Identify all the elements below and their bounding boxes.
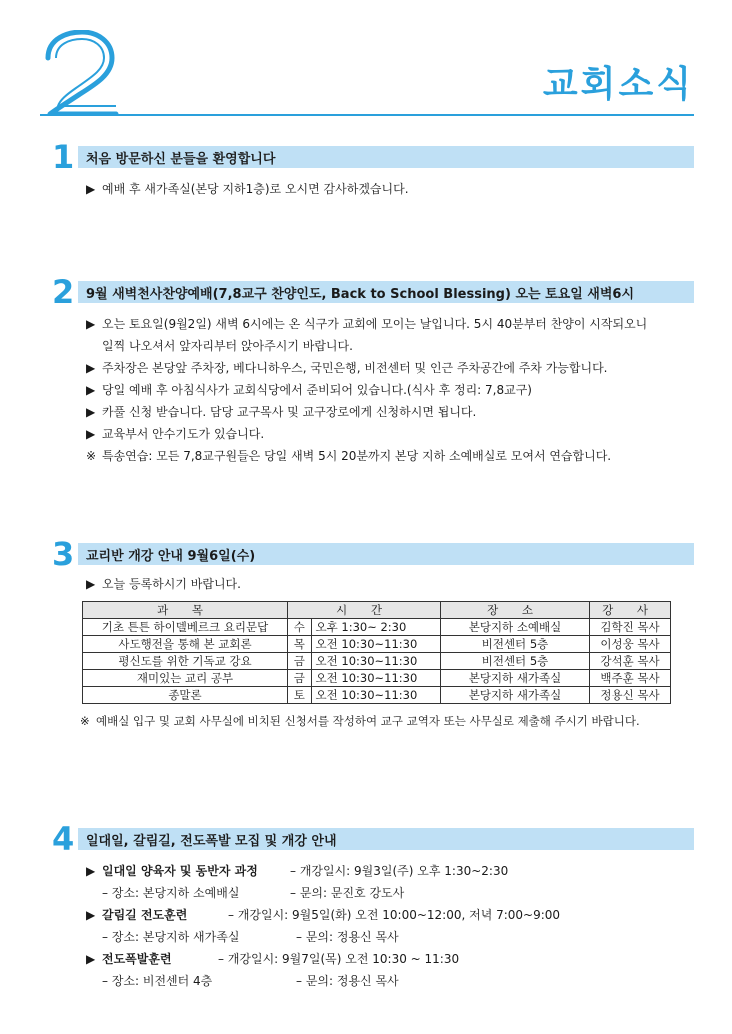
cell-day: 수 xyxy=(288,619,312,636)
section-title: 처음 방문하신 분들을 환영합니다 xyxy=(86,152,276,167)
list-item: ▶ 당일 예배 후 아침식사가 교회식당에서 준비되어 있습니다.(식사 후 정리: 7,8교구) xyxy=(52,379,694,401)
course-table xyxy=(82,601,671,704)
triangle-bullet-icon: ▶ xyxy=(86,908,96,922)
note-item: ※ 특송연습: 모든 7,8교구원들은 당일 새벽 5시 20분까지 본당 지하 소예배실로 모여서 연습합니다. xyxy=(52,445,694,467)
triangle-bullet-icon: ▶ xyxy=(86,864,96,878)
table-row xyxy=(83,670,671,687)
section-title: 9월 새벽천사찬양예배(7,8교구 찬양인도, Back to School Blessing) 오는 토요일 새벽6시 xyxy=(86,287,635,302)
list-item: ▶ 교육부서 안수기도가 있습니다. xyxy=(52,423,694,445)
column-header-subject: 과 목 xyxy=(83,602,288,619)
page-title: 교회소식 xyxy=(542,64,694,105)
program-detail xyxy=(52,926,694,948)
page-number-2 xyxy=(40,30,120,116)
column-header-place: 장 소 xyxy=(441,602,590,619)
program-item xyxy=(52,860,694,882)
item-list xyxy=(52,573,694,595)
program-contact: – 문의: 정용신 목사 xyxy=(296,930,399,944)
note-item: ※ 예배실 입구 및 교회 사무실에 비치된 신청서를 작성하여 교구 교역자 또는 사무실로 제출해 주시기 바랍니다. xyxy=(52,710,694,732)
triangle-bullet-icon: ▶ xyxy=(86,427,96,441)
table-row xyxy=(83,619,671,636)
program-schedule: – 개강일시: 9월5일(화) 오전 10:00~12:00, 저녁 7:00~9:00 xyxy=(228,908,561,922)
triangle-bullet-icon: ▶ xyxy=(86,361,96,375)
cell-subject: 사도행전을 통해 본 교회론 xyxy=(83,636,288,653)
column-header-time: 시 간 xyxy=(288,602,441,619)
cell-subject: 기초 튼튼 하이델베르크 요리문답 xyxy=(83,619,288,636)
section-3 xyxy=(52,535,694,732)
section-title: 교리반 개강 안내 9월6일(수) xyxy=(86,549,256,564)
list-item: ▶ 오는 토요일(9월2일) 새벽 6시에는 온 식구가 교회에 모이는 날입니다. 5시 40분부터 찬양이 시작되오니 xyxy=(52,313,694,335)
cell-time: 오전 10:30~11:30 xyxy=(311,687,441,704)
cell-place: 비전센터 5층 xyxy=(441,653,590,670)
triangle-bullet-icon: ▶ xyxy=(86,405,96,419)
section-header xyxy=(52,535,694,573)
cell-teacher: 강석훈 목사 xyxy=(590,653,671,670)
cell-subject: 종말론 xyxy=(83,687,288,704)
program-contact: – 문의: 문진호 강도사 xyxy=(290,886,405,900)
cell-day: 토 xyxy=(288,687,312,704)
table-header-row xyxy=(83,602,671,619)
table-row xyxy=(83,687,671,704)
program-item xyxy=(52,948,694,970)
program-place: – 장소: 비전센터 4층 xyxy=(102,974,213,988)
program-contact: – 문의: 정용신 목사 xyxy=(296,974,399,988)
title-rule xyxy=(40,114,694,116)
program-name: 갈림길 전도훈련 xyxy=(102,908,188,922)
cell-subject: 평신도를 위한 기독교 강요 xyxy=(83,653,288,670)
program-place: – 장소: 본당지하 소예배실 xyxy=(102,886,240,900)
program-place: – 장소: 본당지하 새가족실 xyxy=(102,930,240,944)
program-schedule: – 개강일시: 9월3일(주) 오후 1:30~2:30 xyxy=(290,864,509,878)
table-row xyxy=(83,636,671,653)
cell-teacher: 이성웅 목사 xyxy=(590,636,671,653)
cell-time: 오전 10:30~11:30 xyxy=(311,653,441,670)
list-item: ▶ 카풀 신청 받습니다. 담당 교구목사 및 교구장로에게 신청하시면 됩니다. xyxy=(52,401,694,423)
triangle-bullet-icon: ▶ xyxy=(86,952,96,966)
section-2 xyxy=(52,273,694,467)
item-list xyxy=(52,313,694,467)
cell-day: 금 xyxy=(288,653,312,670)
program-name: 일대일 양육자 및 동반자 과정 xyxy=(102,864,258,878)
table-row xyxy=(83,653,671,670)
cell-day: 목 xyxy=(288,636,312,653)
program-detail xyxy=(52,970,694,992)
triangle-bullet-icon: ▶ xyxy=(86,577,96,591)
program-list xyxy=(52,860,694,992)
section-header xyxy=(52,820,694,858)
program-item xyxy=(52,904,694,926)
program-schedule: – 개강일시: 9월7일(목) 오전 10:30 ~ 11:30 xyxy=(218,952,460,966)
cell-teacher: 백주훈 목사 xyxy=(590,670,671,687)
list-item: ▶ 오늘 등록하시기 바랍니다. xyxy=(52,573,694,595)
section-number: 4 xyxy=(52,820,75,858)
list-item-continuation: 일찍 나오셔서 앞자리부터 앉아주시기 바랍니다. xyxy=(102,339,353,353)
section-1 xyxy=(52,138,694,200)
section-4 xyxy=(52,820,694,992)
section-title: 일대일, 갈림길, 전도폭발 모집 및 개강 안내 xyxy=(86,834,337,849)
section-header xyxy=(52,138,694,176)
cell-day: 금 xyxy=(288,670,312,687)
section-header xyxy=(52,273,694,311)
triangle-bullet-icon: ▶ xyxy=(86,182,96,196)
reference-mark-icon: ※ xyxy=(86,449,97,463)
program-name: 전도폭발훈련 xyxy=(102,952,172,966)
cell-time: 오전 10:30~11:30 xyxy=(311,670,441,687)
item-list xyxy=(52,710,694,732)
cell-place: 본당지하 소예배실 xyxy=(441,619,590,636)
section-number: 3 xyxy=(52,535,75,573)
item-list xyxy=(52,178,694,200)
section-number: 1 xyxy=(52,138,75,176)
cell-time: 오전 10:30~11:30 xyxy=(311,636,441,653)
cell-teacher: 정용신 목사 xyxy=(590,687,671,704)
cell-time: 오후 1:30~ 2:30 xyxy=(311,619,441,636)
cell-place: 본당지하 새가족실 xyxy=(441,687,590,704)
triangle-bullet-icon: ▶ xyxy=(86,317,96,331)
column-header-teacher: 강 사 xyxy=(590,602,671,619)
cell-subject: 재미있는 교리 공부 xyxy=(83,670,288,687)
list-item: ▶ 예배 후 새가족실(본당 지하1층)로 오시면 감사하겠습니다. xyxy=(52,178,694,200)
cell-place: 비전센터 5층 xyxy=(441,636,590,653)
cell-place: 본당지하 새가족실 xyxy=(441,670,590,687)
cell-teacher: 김학진 목사 xyxy=(590,619,671,636)
reference-mark-icon: ※ xyxy=(80,714,90,728)
list-item: ▶ 주차장은 본당앞 주차장, 베다니하우스, 국민은행, 비전센터 및 인근 주차공간에 주차 가능합니다. xyxy=(52,357,694,379)
section-number: 2 xyxy=(52,273,75,311)
triangle-bullet-icon: ▶ xyxy=(86,383,96,397)
program-detail xyxy=(52,882,694,904)
